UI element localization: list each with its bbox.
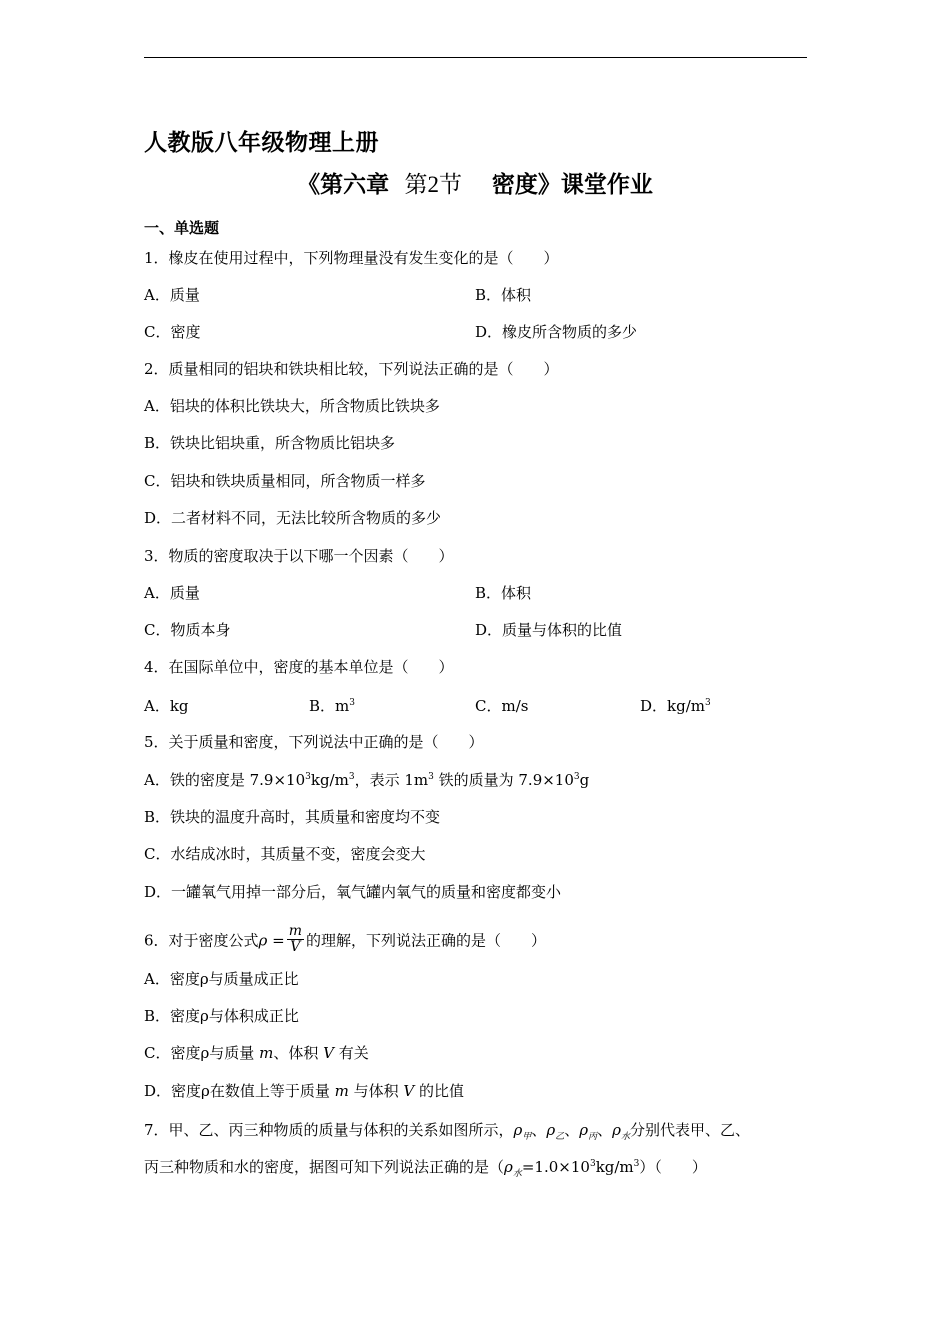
- q6-option-b: B．密度ρ与体积成正比: [144, 1007, 299, 1025]
- doc-title-line2: [0, 166, 950, 199]
- q3-option-c: C．物质本身: [144, 621, 231, 639]
- q2-stem: 2．质量相同的铝块和铁块相比较，下列说法正确的是（ ）: [144, 360, 559, 378]
- q5-option-b: B．铁块的温度升高时，其质量和密度均不变: [144, 808, 441, 826]
- q2-option-a: A．铝块的体积比铁块大，所含物质比铁块多: [144, 397, 440, 415]
- q4-option-c: C．m/s: [475, 697, 529, 715]
- q2-option-d: D．二者材料不同，无法比较所含物质的多少: [144, 509, 442, 527]
- q7-stem-line2: 丙三种物质和水的密度，据图可知下列说法正确的是$(\rho_水=1.0\times 10^3kg/m^3)$（ ）: [144, 1158, 707, 1179]
- q4-option-b: B．$m^3$: [309, 697, 355, 715]
- q5-option-a: A．铁的密度是 $7.9\times 10^3kg/m^3$，表示 $1m^3$ 铁的质量为 $7.9\times 10^3g$: [144, 771, 590, 789]
- q5-option-d: D．一罐氧气用掉一部分后，氧气罐内氧气的质量和密度都变小: [144, 883, 562, 901]
- q6-option-a: A．密度ρ与质量成正比: [144, 970, 299, 988]
- q1-option-c: C．密度: [144, 323, 201, 341]
- title-part-a: 《第六章: [297, 172, 390, 198]
- q1-stem: 1．橡皮在使用过程中，下列物理量没有发生变化的是（ ）: [144, 249, 559, 267]
- section-heading: 一、单选题: [144, 219, 220, 237]
- q1-option-d: D．橡皮所含物质的多少: [475, 323, 638, 341]
- q4-option-a: A．kg: [144, 697, 189, 715]
- q2-option-c: C．铝块和铁块质量相同，所含物质一样多: [144, 472, 426, 490]
- q5-option-c: C．水结成冰时，其质量不变，密度会变大: [144, 845, 426, 863]
- q6-option-d: D．密度ρ在数值上等于质量 m 与体积 V 的比值: [144, 1082, 465, 1100]
- q3-option-d: D．质量与体积的比值: [475, 621, 623, 639]
- density-formula-fraction: $\frac{m}{V}$: [288, 923, 302, 955]
- q3-option-b: B．体积: [475, 584, 532, 602]
- doc-title-line1: 人教版八年级物理上册: [144, 130, 379, 156]
- q4-option-d: D．$kg/m^3$: [640, 697, 711, 715]
- q1-option-b: B．体积: [475, 286, 532, 304]
- q3-option-a: A．质量: [144, 584, 200, 602]
- q2-option-b: B．铁块比铝块重，所含物质比铝块多: [144, 434, 396, 452]
- q6-option-c: C．密度ρ与质量 m、体积 V 有关: [144, 1044, 369, 1062]
- q1-option-a: A．质量: [144, 286, 200, 304]
- q4-stem: 4．在国际单位中，密度的基本单位是（ ）: [144, 658, 454, 676]
- q5-stem: 5．关于质量和密度，下列说法中正确的是（ ）: [144, 733, 484, 751]
- density-formula-lhs: ρ =: [258, 931, 285, 950]
- header-rule: [144, 57, 807, 58]
- q6-stem: 6．对于密度公式ρ = $\frac{m}{V}$ 的理解，下列说法正确的是（ ）: [144, 923, 546, 955]
- q7-stem-line1: 7．甲、乙、丙三种物质的质量与体积的关系如图所示，$\rho_甲$、$\rho_乙$、$\rho_丙$、$\rho_水$分别代表甲、乙、: [144, 1121, 750, 1142]
- q3-stem: 3．物质的密度取决于以下哪一个因素（ ）: [144, 547, 454, 565]
- title-part-b: 第2节: [404, 172, 462, 198]
- title-part-d: 密度》课堂作业: [491, 172, 653, 198]
